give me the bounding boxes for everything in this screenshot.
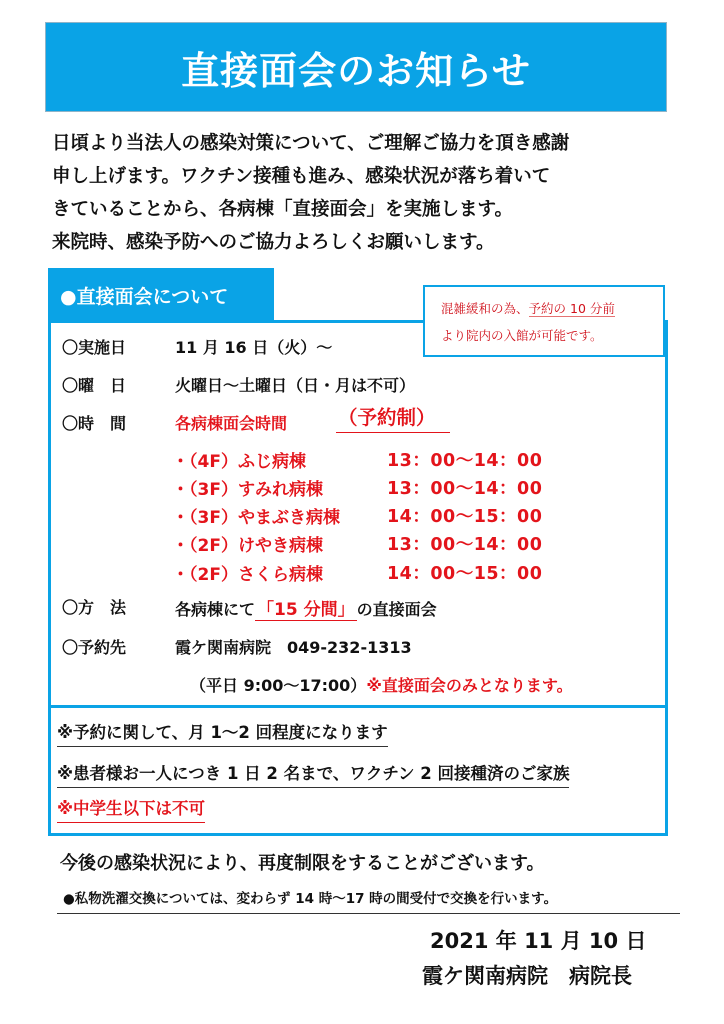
ward-name: ・（4F）ふじ病棟	[172, 452, 306, 472]
ward-name: ・（2F）けやき病棟	[172, 536, 323, 556]
issue-date: 2021 年 11 月 10 日	[430, 929, 647, 953]
method-value	[175, 595, 437, 620]
days-value: 火曜日～土曜日（日・月は不可）	[175, 376, 416, 395]
ward-time: 13：00～14：00	[387, 535, 543, 555]
method-label: 〇方 法	[62, 598, 127, 617]
intro-paragraph	[52, 127, 692, 259]
contact-row	[0, 635, 600, 659]
date-label: 〇実施日	[62, 338, 127, 357]
method-post: の直接面会	[356, 600, 437, 619]
days-label: 〇曜 日	[62, 376, 127, 395]
ward-name: ・（3F）やまぶき病棟	[172, 508, 340, 528]
intro-line: 来院時、感染予防へのご協力よろしくお願いします。	[52, 232, 495, 253]
rule-item: ※予約に関して、月 1～2 回程度になります	[57, 719, 388, 747]
ward-time: 13：00～14：00	[387, 451, 543, 471]
date-value: 11 月 16 日（火）～	[175, 338, 333, 357]
future-notice: 今後の感染状況により、再度制限をすることがございます。	[60, 853, 545, 874]
page-title: 直接面会のお知らせ	[181, 48, 531, 93]
days-row	[0, 373, 600, 397]
intro-line: 日頃より当法人の感染対策について、ご理解ご協力を頂き感謝	[52, 133, 570, 154]
visit-info-box	[48, 320, 668, 836]
time-heading: 各病棟面会時間	[175, 414, 288, 433]
rule-item: ※中学生以下は不可	[57, 795, 205, 823]
method-duration: 「15 分間」	[257, 600, 355, 620]
ward-time: 14：00～15：00	[387, 507, 543, 527]
hours-note: ※直接面会のみとなります。	[366, 676, 573, 695]
ward-name: ・（3F）すみれ病棟	[172, 480, 323, 500]
note-text: より院内の入館が可能です。	[441, 328, 603, 343]
rule-item: ※患者様お一人につき 1 日 2 名まで、ワクチン 2 回接種済のご家族	[57, 760, 569, 788]
method-pre: 各病棟にて	[175, 600, 256, 619]
time-label: 〇時 間	[62, 414, 127, 433]
ward-time: 14：00～15：00	[387, 564, 543, 584]
ward-name: ・（2F）さくら病棟	[172, 565, 323, 585]
hours-row	[190, 673, 573, 696]
entry-note	[423, 285, 665, 357]
section-heading: ●直接面会について	[48, 268, 274, 322]
method-row	[0, 595, 600, 621]
note-text: 混雑緩和の為、	[441, 301, 529, 316]
reservation-badge: （予約制）	[336, 402, 450, 433]
contact-value: 霞ケ関南病院 049-232-1313	[175, 638, 412, 657]
intro-line: 申し上げます。ワクチン接種も進み、感染状況が落ち着いて	[52, 166, 551, 187]
title-banner	[45, 22, 667, 112]
laundry-notice: ●私物洗濯交換については、変わらず 14 時～17 時の間受付で交換を行います。	[57, 887, 680, 914]
intro-line: きていることから、各病棟「直接面会」を実施します。	[52, 199, 514, 220]
note-highlight: 予約の 10 分前	[528, 301, 615, 316]
hours-value: （平日 9:00～17:00）	[190, 676, 367, 695]
date-row	[0, 335, 400, 359]
contact-label: 〇予約先	[62, 638, 127, 657]
rules-divider	[48, 705, 668, 708]
ward-time: 13：00～14：00	[387, 479, 543, 499]
signer: 霞ケ関南病院 病院長	[422, 964, 632, 988]
